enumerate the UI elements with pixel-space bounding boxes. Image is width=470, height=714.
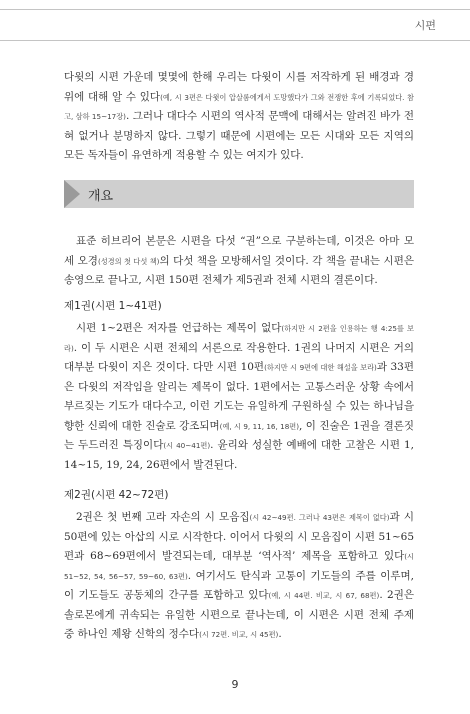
intro-paragraph xyxy=(64,68,414,166)
overview-paragraph xyxy=(64,232,414,291)
book2-note-4: (시 72편. 비교, 시 45편) xyxy=(199,630,279,639)
overview-note-1: (성경의 첫 다섯 책) xyxy=(97,256,160,266)
book2-text-5: . xyxy=(278,628,282,640)
book2-text-4: . 2권은 솔로몬에게 귀속되는 유일한 시편으로 끝나는데, 이 시편은 시편 전체 주제 중 하나인 제왕 신학의 정수다 xyxy=(64,589,415,640)
section-arrow-icon xyxy=(64,180,80,208)
book2-note-1: (시 42~49편. 그러나 43편은 제목이 없다) xyxy=(249,513,390,522)
book1-note-2: (하지만 시 9편에 대한 해설을 보라) xyxy=(264,363,377,372)
intro-note-1: (예, 시 3편은 다윗이 압살롬에게서 도망했다가 그와 전쟁한 후에 기록되었다. 참고, 삼하 15~17장) xyxy=(64,92,414,121)
page-number: 9 xyxy=(231,678,239,691)
book1-note-4: (시 40~41편) xyxy=(163,441,211,450)
book2-note-2: (시 51~52, 54, 56~57, 59~60, 63편) xyxy=(64,552,414,581)
running-head xyxy=(0,9,470,41)
book1-text-1: 시편 1~2편은 저자를 언급하는 제목이 없다 xyxy=(76,322,282,334)
book1-text-3: 과 33편은 다윗의 저작임을 알리는 제목이 없다. 1편에서는 고통스러운 상황 속에서 부르짖는 기도가 대다수고, 이런 기도는 유일하게 구원하실 수 있는 하나님을 향한 신뢰에 대한 진술로 강조되며 xyxy=(64,361,414,432)
book2-paragraph xyxy=(64,508,414,645)
book1-heading: 제1권(시편 1~41편) xyxy=(64,300,162,312)
section-header xyxy=(64,180,414,208)
book2-heading: 제2권(시편 42~72편) xyxy=(64,489,169,501)
book1-text-2: . 이 두 시편은 시편 전체의 서론으로 작용한다. 1권의 나머지 시편은 거의 대부분 다윗이 지은 것이다. 다만 시편 10편 xyxy=(64,341,414,373)
book2-text-1: 2권은 첫 번째 고라 자손의 시 모음집 xyxy=(76,511,250,523)
running-head-title: 시편 xyxy=(414,19,436,32)
book2-text-3: . 여기서도 탄식과 고통이 기도들의 주를 이루며, 이 기도들도 공동체의 간구를 포함하고 있다 xyxy=(64,569,415,601)
book1-note-1: (하지만 시 2편을 인용하는 행 4:25를 보라) xyxy=(64,324,414,353)
book2-text-2: 과 시 50편에 있는 아삽의 시로 시작한다. 이어서 다윗의 시 모음집이 시편 51~65편과 68~69편에서 발견되는데, 대부분 ‘역사적’ 제목을 포함하고 있다 xyxy=(64,511,414,562)
book1-note-3: (예, 시 9, 11, 16, 18편) xyxy=(219,421,300,431)
section-title: 개요 xyxy=(88,189,114,204)
book1-text-5: . 윤리와 성실한 예배에 대한 고찰은 시편 1, 14~15, 19, 24, 26편에서 발견된다. xyxy=(64,439,415,471)
overview-text-1: 표준 히브리어 본문은 시편을 다섯 “권”으로 구분하는데, 이것은 아마 모세 오경 xyxy=(64,235,414,267)
intro-text-1: 다윗의 시편 가운데 몇몇에 한해 우리는 다윗이 시를 저작하게 된 배경과 경위에 대해 알 수 있다 xyxy=(64,71,414,103)
overview-text-2: 의 다섯 책을 모방해서일 것이다. 각 책을 끝내는 시편은 송영으로 끝나고, 시편 150편 전체가 제5권과 전체 시편의 결론이다. xyxy=(64,254,414,286)
book1-text-4: , 이 진술은 1권을 결론짓는 두드러진 특징이다 xyxy=(64,419,415,451)
book2-note-3: (예, 시 44편. 비교, 시 67, 68편) xyxy=(268,591,380,600)
book1-paragraph xyxy=(64,319,414,475)
intro-text-2: . 그러나 대다수 시편의 역사적 문맥에 대해서는 알려진 바가 전혀 없거나 분명하지 않다. 그렇기 때문에 시편에는 모든 시대와 모든 지역의 모든 독자들이 유연하게 적용할 수 있는 여지가 있다. xyxy=(64,110,414,161)
